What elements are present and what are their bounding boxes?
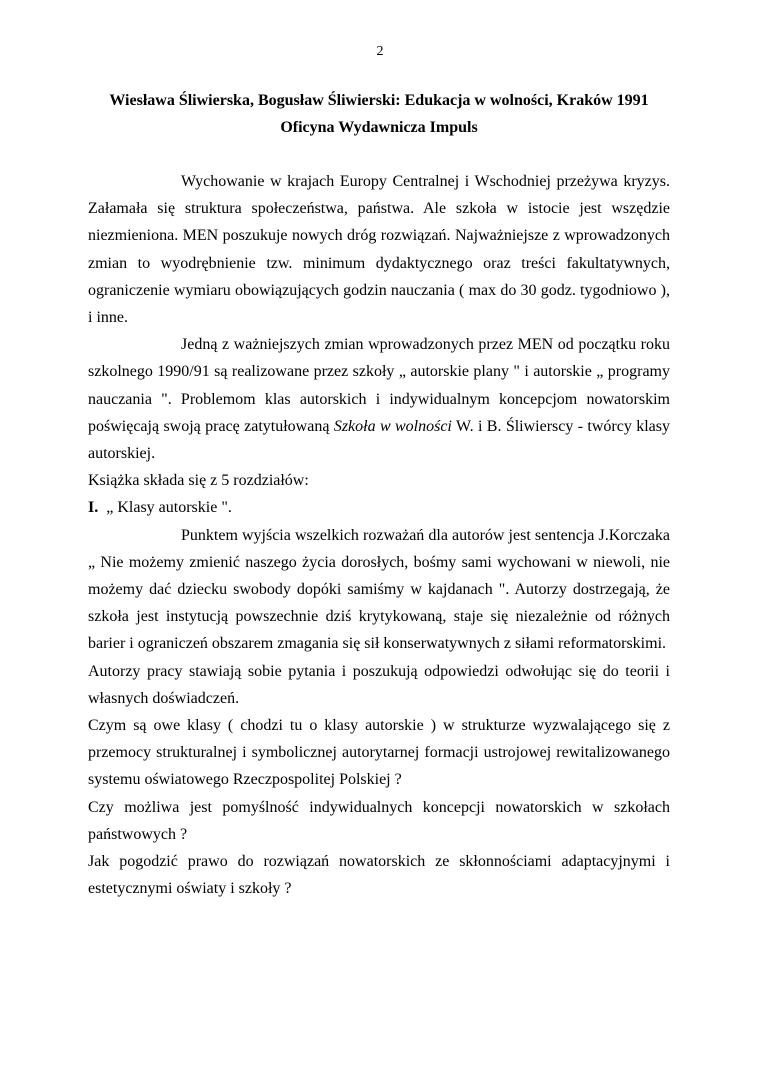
chapter-title: „ Klasy autorskie ". (106, 499, 232, 517)
question-3: Jak pogodzić prawo do rozwiązań nowatorskich ze skłonnościami adaptacyjnymi i estetycznymi oświaty i szkoły ? (88, 853, 670, 898)
paragraph-reforms-end: W. i B. Śliwierscy - twórcy klasy autorskiej. (88, 417, 670, 463)
paragraph-korczak: Punktem wyjścia wszelkich rozważań dla autorów jest sentencja J.Korczaka „ Nie możemy zmienić naszego życia dorosłych, bośmy sami wychowani w niewoli, nie możemy dać dziecku swobody dopóki samiśmy w kajdanach ". Autorzy dostrzegają, że szkoła jest instytucją powszechnie dziś krytykowaną, staje się niezależnie od różnych barier i ograniczeń obszarem zmagania się sił konserwatywnych z siłami reformatorskimi. (88, 526, 670, 653)
publisher-line: Oficyna Wydawnicza Impuls (280, 119, 478, 136)
document-title: Wiesława Śliwierska, Bogusław Śliwierski: Edukacja w wolności, Kraków 1991 (109, 92, 649, 109)
document-body (88, 168, 670, 902)
paragraph-questions-intro: Autorzy pracy stawiają sobie pytania i poszukują odpowiedzi odwołując się do teorii i własnych doświadczeń. (88, 662, 670, 707)
chapters-intro: Książka składa się z 5 rozdziałów: (88, 472, 309, 490)
chapter-number: I. (88, 499, 99, 517)
paragraph-intro: Wychowanie w krajach Europy Centralnej i Wschodniej przeżywa kryzys. Załamała się struktura społeczeństwa, państwa. Ale szkoła w istocie jest wszędzie niezmieniona. MEN poszukuje nowych dróg rozwiązań. Najważniejsze z wprowadzonych zmian to wyodrębnienie tzw. minimum dydaktycznego oraz treści fakultatywnych, ograniczenie wymiaru obowiązujących godzin nauczania ( max do 30 godz. tygodniowo ), i inne. (88, 173, 670, 327)
book-title-italic: Szkoła w wolności (333, 417, 452, 435)
chapter-heading (88, 494, 670, 521)
question-2: Czy możliwa jest pomyślność indywidualnych koncepcji nowatorskich w szkołach państwowych ? (88, 798, 670, 843)
page-number: 2 (376, 44, 384, 59)
paragraph-reforms-text: Jedną z ważniejszych zmian wprowadzonych przez MEN od początku roku szkolnego 1990/91 są realizowane przez szkoły „ autorskie plany " i autorskie „ programy nauczania ". Problemom klas autorskich i indywidualnym koncepcjom nowatorskim poświęcają swoją pracę zatytułowaną (88, 336, 670, 435)
question-1: Czym są owe klasy ( chodzi tu o klasy autorskie ) w strukturze wyzwalającego się z przemocy strukturalnej i symbolicznej autorytarnej formacji ustrojowej rewitalizowanego systemu oświatowego Rzeczpospolitej Polskiej ? (88, 717, 670, 789)
paragraph-reforms (88, 331, 670, 467)
